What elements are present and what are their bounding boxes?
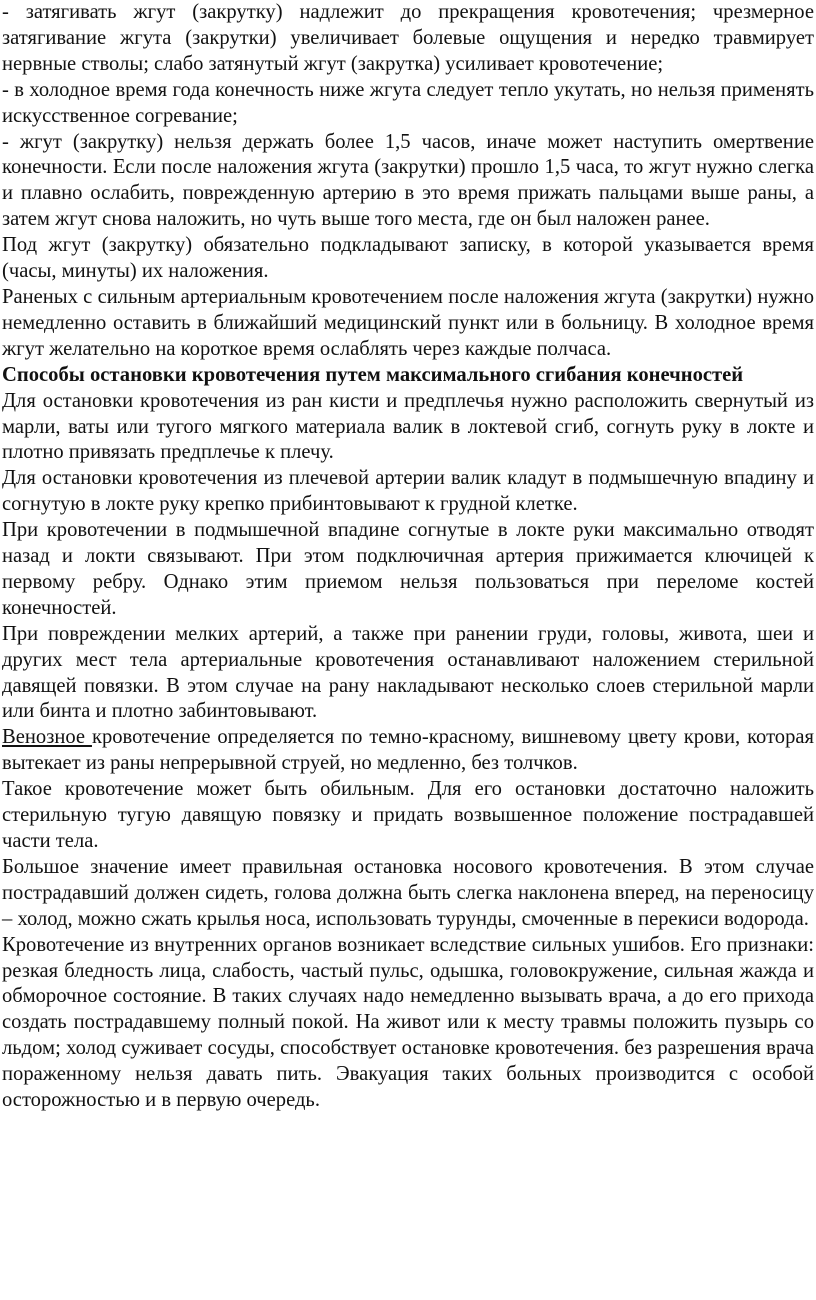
paragraph-nosebleed: Большое значение имеет правильная остановка носового кровотечения. В этом случае пострадавший должен сидеть, голова должна быть слегка наклонена вперед, на переносицу – холод, можно сжать крылья носа, использовать турунды, смоченные в перекиси водорода. — [2, 855, 814, 930]
paragraph-brachial-artery: Для остановки кровотечения из плечевой артерии валик кладут в подмышечную впадину и согнутую в локте руку крепко прибинтовывают к грудной клетке. — [2, 467, 814, 516]
paragraph-internal-bleeding: Кровотечение из внутренних органов возникает вследствие сильных ушибов. Его признаки: резкая бледность лица, слабость, частый пульс, одышка, головокружение, сильная жажда и обморочное состояние. В таких случаях надо немедленно вызывать врача, а до его прихода создать пострадавшему полный покой. На живот или к месту травмы положить пузырь со льдом; холод суживает сосуды, способствует остановке кровотечения. без разрешения врача пораженному нельзя давать пить. Эвакуация таких больных производится с особой осторожностью и в первую очередь. — [2, 933, 814, 1112]
section-heading: Способы остановки кровотечения путем максимального сгибания конечностей — [2, 363, 744, 386]
venous-description: кровотечение определяется по темно-красному, вишневому цвету крови, которая вытекает из раны непрерывной струей, но медленно, без толчков. — [2, 726, 815, 775]
paragraph-note: Под жгут (закрутку) обязательно подкладывают записку, в которой указывается время (часы, минуты) их наложения. — [2, 234, 814, 283]
paragraph-axillary: При кровотечении в подмышечной впадине согнутые в локте руки максимально отводят назад и локти связывают. При этом подключичная артерия прижимается ключицей к первому ребру. Однако этим приемом нельзя пользоваться при переломе костей конечностей. — [2, 519, 814, 619]
paragraph-hand-forearm: Для остановки кровотечения из ран кисти и предплечья нужно расположить свернутый из марли, ваты или тугого мягкого материала валик в локтевой сгиб, согнуть руку в локте и плотно привязать предплечье к плечу. — [2, 389, 814, 464]
paragraph-venous — [2, 725, 814, 777]
paragraph-evacuation: Раненых с сильным артериальным кровотечением после наложения жгута (закрутки) нужно немедленно оставить в ближайший медицинский пункт или в больницу. В холодное время жгут желательно на короткое время ослаблять через каждые полчаса. — [2, 285, 814, 360]
paragraph-tourniquet-tightening: - затягивать жгут (закрутку) надлежит до прекращения кровотечения; чрезмерное затягивание жгута (закрутки) увеличивает болевые ощущения и нередко травмирует нервные стволы; слабо затянутый жгут (закрутка) усиливает кровотечение; — [2, 1, 814, 75]
venous-term: Венозное — [2, 726, 92, 749]
paragraph-small-arteries: При повреждении мелких артерий, а также при ранении груди, головы, живота, шеи и других мест тела артериальные кровотечения останавливают наложением стерильной давящей повязки. В этом случае на рану накладывают несколько слоев стерильной марли или бинта и плотно забинтовывают. — [2, 622, 814, 723]
paragraph-cold-season: - в холодное время года конечность ниже жгута следует тепло укутать, но нельзя применять искусственное согревание; — [2, 78, 814, 127]
paragraph-time-limit: - жгут (закрутку) нельзя держать более 1,5 часов, иначе может наступить омертвение конечности. Если после наложения жгута (закрутки) прошло 1,5 часа, то жгут нужно слегка и плавно ослабить, поврежденную артерию в это время прижать пальцами выше раны, а затем жгут снова наложить, но чуть выше того места, где он был наложен ранее. — [2, 130, 814, 231]
paragraph-venous-stop: Такое кровотечение может быть обильным. Для его остановки достаточно наложить стерильную тугую давящую повязку и придать возвышенное положение пострадавшей части тела. — [2, 778, 814, 852]
